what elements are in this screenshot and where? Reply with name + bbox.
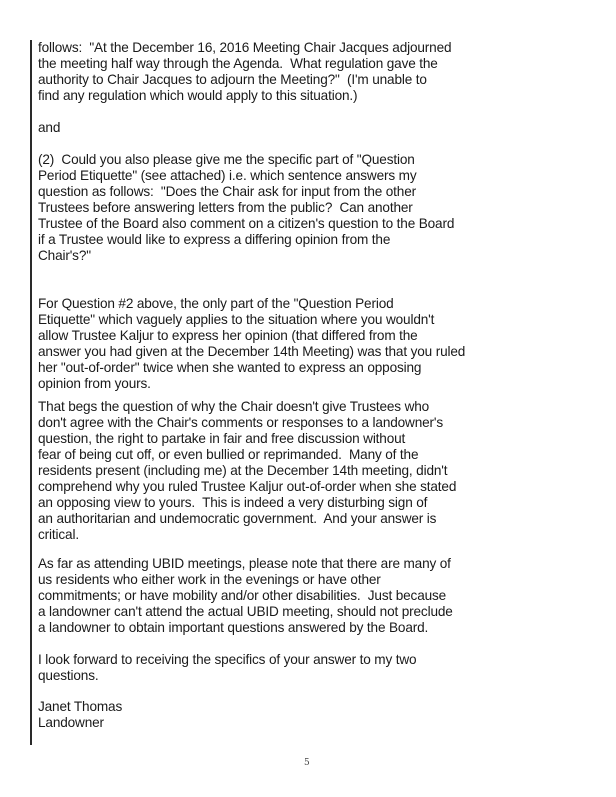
text-line: I look forward to receiving the specifics of your answer to my two [38, 652, 417, 667]
text-line: residents present (including me) at the December 14th meeting, didn't [38, 463, 448, 478]
text-line: the meeting half way through the Agenda. What regulation gave the [38, 56, 438, 71]
paragraph-begs-the-question [38, 399, 598, 543]
text-line: That begs the question of why the Chair doesn't give Trustees who [38, 399, 430, 414]
text-line: fear of being cut off, or even bullied or reprimanded. Many of the [38, 447, 419, 462]
paragraph-closing [38, 652, 598, 684]
paragraph-question-1-continued [38, 40, 598, 104]
text-line: Period Etiquette" (see attached) i.e. which sentence answers my [38, 168, 417, 183]
text-line: question as follows: "Does the Chair ask for input from the other [38, 184, 417, 199]
text-line: don't agree with the Chair's comments or responses to a landowner's [38, 415, 444, 430]
text-line: an authoritarian and undemocratic government. And your answer is [38, 511, 437, 526]
text-line: opinion from yours. [38, 376, 151, 391]
text-line: For Question #2 above, the only part of the "Question Period [38, 296, 394, 311]
signer-name: Janet Thomas [38, 699, 123, 714]
text-line: Chair's?" [38, 248, 91, 263]
text-line: if a Trustee would like to express a differing opinion from the [38, 232, 391, 247]
text-line: an opposing view to yours. This is indeed a very disturbing sign of [38, 495, 428, 510]
text-line: critical. [38, 527, 79, 542]
text-line: Trustee of the Board also comment on a citizen's question to the Board [38, 216, 455, 231]
text-line: her "out-of-order" twice when she wanted to express an opposing [38, 360, 422, 375]
text-line: Etiquette" which vaguely applies to the situation where you wouldn't [38, 312, 435, 327]
text-line: and [38, 120, 61, 135]
text-line: question, the right to partake in fair and free discussion without [38, 431, 406, 446]
signer-title: Landowner [38, 715, 104, 730]
paragraph-question-2-analysis [38, 296, 598, 392]
text-line: answer you had given at the December 14th Meeting) was that you ruled [38, 344, 466, 359]
text-line: a landowner can't attend the actual UBID meeting, should not preclude [38, 604, 453, 619]
page-number: 5 [304, 758, 310, 768]
text-line: commitments; or have mobility and/or other disabilities. Just because [38, 588, 447, 603]
text-line: As far as attending UBID meetings, please note that there are many of [38, 556, 451, 571]
text-line: Trustees before answering letters from the public? Can another [38, 200, 413, 215]
paragraph-and [38, 120, 598, 136]
text-line: allow Trustee Kaljur to express her opinion (that differed from the [38, 328, 418, 343]
paragraph-question-2 [38, 152, 598, 264]
text-line: us residents who either work in the evenings or have other [38, 572, 381, 587]
text-line: questions. [38, 668, 99, 683]
signature-block [38, 699, 598, 731]
change-bar [30, 40, 32, 745]
text-line: find any regulation which would apply to this situation.) [38, 88, 358, 103]
text-line: comprehend why you ruled Trustee Kaljur out-of-order when she stated [38, 479, 457, 494]
text-line: follows: "At the December 16, 2016 Meeting Chair Jacques adjourned [38, 40, 452, 55]
text-line: authority to Chair Jacques to adjourn the Meeting?" (I'm unable to [38, 72, 427, 87]
paragraph-attending-meetings [38, 556, 598, 636]
text-line: a landowner to obtain important questions answered by the Board. [38, 620, 429, 635]
text-line: (2) Could you also please give me the specific part of "Question [38, 152, 415, 167]
